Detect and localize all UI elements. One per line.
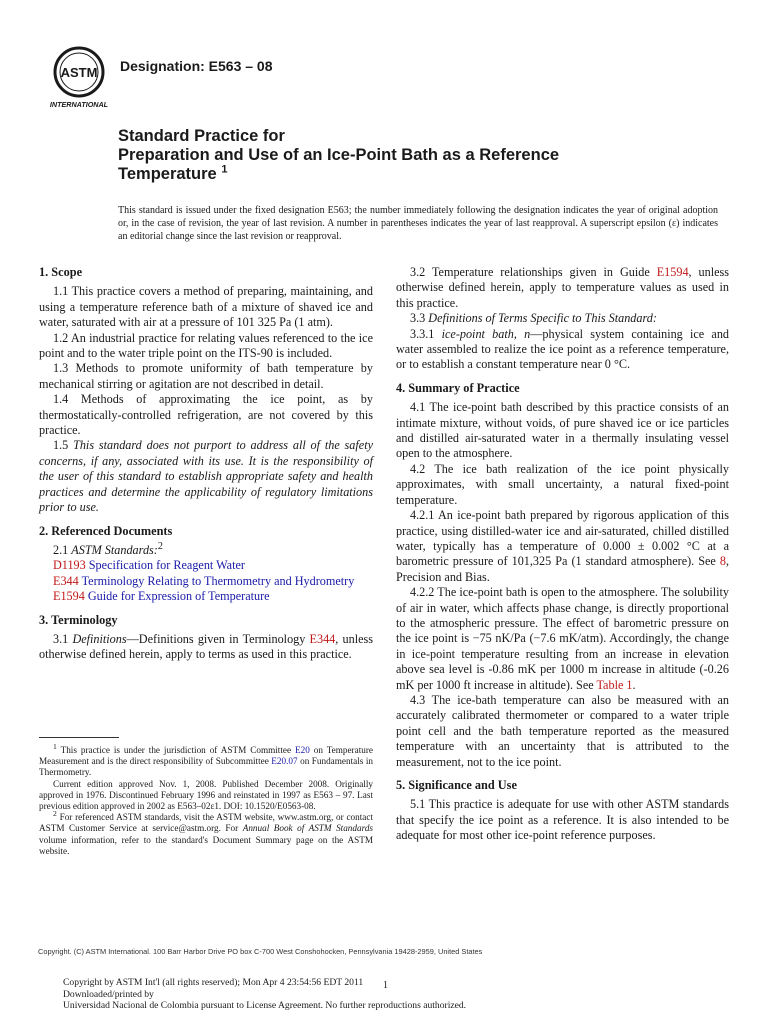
para-4-2-2: [396, 585, 729, 693]
para-3-1-label: Definitions: [72, 631, 127, 646]
footnote-1-c: on Fundamentals in Thermometry.: [39, 756, 373, 778]
download-line-1: Copyright by ASTM Int'l (all rights reserved); Mon Apr 4 23:54:56 EDT 2011: [63, 977, 364, 988]
para-2-1-num: 2.1: [53, 542, 69, 557]
footnote-1-a: This practice is under the jurisdiction of ASTM Committee: [60, 745, 295, 755]
standard-notice: This standard is issued under the fixed designation E563; the number immediately following the designation indicates the year of original adoption or, in the case of revision, the year of last revision. A number in parentheses indicates the year of last reapproval. A superscript epsilon (ε) indicates an editorial change since the last revision or reapproval.: [118, 205, 718, 242]
para-1-2: 1.2 An industrial practice for relating values referenced to the ice point and to the water triple point on the ITS-90 is included.: [39, 330, 373, 361]
para-1-4: 1.4 Methods of approximating the ice point, as by thermostatically-controlled refrigeration, are not covered by this practice.: [39, 392, 373, 438]
para-4-2: 4.2 The ice bath realization of the ice point physically approximates, with small uncertainty, a natural fixed-point temperature.: [396, 461, 729, 507]
summary-heading: 4. Summary of Practice: [396, 380, 520, 395]
footnote-1-mark: 1: [53, 741, 57, 751]
e344-link[interactable]: E344: [309, 631, 336, 646]
ref-code-link[interactable]: D1193: [53, 558, 86, 573]
page-number: 1: [383, 980, 388, 991]
para-3-3-1-def: —physical system containing ice and water assembled to realize the ice point as a reference temperature, or to establish a constant temperature near 0 °C.: [396, 326, 730, 372]
ref-title-link[interactable]: Guide for Expression of Temperature: [87, 589, 270, 604]
title-line-3-text: Temperature: [118, 165, 217, 183]
copyright-line: Copyright. (C) ASTM International. 100 Barr Harbor Drive PO box C-700 West Conshohocken, Pennsylvania 19428-2959, United States: [38, 947, 483, 956]
right-column: [396, 265, 729, 844]
footnote-2-a: For referenced ASTM standards, visit the ASTM website, www.astm.org, or contact ASTM Customer Service at service@astm.org. For: [39, 812, 373, 834]
section-8-link[interactable]: 8: [719, 554, 726, 569]
logo-text: ASTM: [60, 65, 98, 80]
left-column: [39, 265, 373, 663]
para-4-2-1-b: , Precision and Bias.: [396, 554, 729, 584]
para-1-5-num: 1.5: [53, 438, 69, 453]
para-3-3-1-num: 3.3.1: [410, 326, 435, 341]
significance-heading: 5. Significance and Use: [396, 778, 517, 792]
para-3-3-1-term: ice-point bath, n: [441, 326, 531, 341]
footnote-1-approval: Current edition approved Nov. 1, 2008. Published December 2008. Originally approved in 1976. Discontinued February 1996 and reinstated in 1997 as E563 – 97. Last previous edition approved in 2002 as E563–02ε1. DOI: 10.1520/E0563-08.: [39, 778, 373, 812]
ref-item: [39, 558, 373, 573]
logo-subtext: INTERNATIONAL: [49, 100, 109, 109]
scope-heading: 1. Scope: [39, 265, 83, 279]
ref-item: [39, 589, 373, 604]
title-line-1: Standard Practice for: [118, 127, 285, 145]
para-4-2-2-a: 4.2.2 The ice-point bath is open to the atmosphere. The solubility of air in water, which affects phase change, is directly proportional to the atmospheric pressure. The effect of barometric pressure on the ice point is −75 nK/Pa (−7.6 mK/atm). Accordingly, the change in ice-point temperature resulting from an increase in elevation above sea level is -0.86 mK per 1000 m increase in altitude (-0.26 mK per 1000 ft increase in altitude). See: [396, 585, 729, 692]
para-1-3: 1.3 Methods to promote uniformity of bath temperature by mechanical stirring or agitation are not described in detail.: [39, 361, 373, 391]
designation: Designation: E563 – 08: [120, 58, 273, 74]
para-4-2-1: [396, 508, 729, 585]
e20-07-link[interactable]: E20.07: [271, 756, 298, 767]
download-line-3: Universidad Nacional de Colombia pursuant to License Agreement. No further reproductions authorized.: [63, 1000, 467, 1011]
para-2-1-label: ASTM Standards:: [71, 542, 158, 557]
footnote-2: [39, 809, 373, 857]
para-1-5: [39, 438, 373, 515]
footnote-1: [39, 741, 373, 779]
para-1-5-text: This standard does not purport to address all of the safety concerns, if any, associated with its use. It is the responsibility of the user of this standard to establish appropriate safety and health practices and determine the applicability of regulatory limitations prior to use.: [39, 438, 373, 515]
para-3-2-b: , unless otherwise defined herein, apply to temperature values as used in this practice.: [396, 265, 730, 310]
table-1-link[interactable]: Table 1: [596, 677, 633, 692]
title-footnote-mark: 1: [221, 163, 228, 176]
para-5-1: 5.1 This practice is adequate for use with other ASTM standards that specify the ice point as a reference. It is also intended to be adequate for most other ice-point reference purposes.: [396, 797, 729, 843]
footnote-ref-2: 2: [157, 540, 163, 552]
ref-code-link[interactable]: E1594: [53, 589, 85, 604]
refdocs-heading: 2. Referenced Documents: [39, 523, 173, 538]
footnotes: [39, 741, 373, 857]
para-3-2: [396, 265, 729, 311]
para-3-1-num: 3.1: [53, 631, 69, 646]
para-4-2-1-a: 4.2.1 An ice-point bath prepared by rigorous application of this practice, using distilled-water ice and air-saturated, chilled distilled water, typically has a temperature of 0.000 ± 0.002 °C at a barometric pressure of 101,325 Pa (1 standard atmosphere). See: [396, 508, 729, 569]
para-4-2-2-b: .: [632, 677, 636, 692]
ref-title-link[interactable]: Specification for Reagent Water: [88, 558, 245, 573]
para-4-3: 4.3 The ice-bath temperature can also be measured with an accurately calibrated thermometer or compared to a water triple point cell and the bath temperature reported as the measured temperature with an uncertainty that is attributed to the measurement, not to the ice point.: [396, 692, 729, 769]
footnote-1-b: on Temperature Measurement and is the direct responsibility of Subcommittee: [39, 745, 373, 767]
para-4-1: 4.1 The ice-point bath described by this practice consists of an intimate mixture, without voids, of pure shaved ice or ice particles and distilled air-saturated water in a thermally insulating vessel open to the atmosphere.: [396, 400, 729, 461]
download-line-2: Downloaded/printed by: [63, 988, 154, 1000]
footnote-2-b: volume information, refer to the standard's Document Summary page on the ASTM website.: [39, 834, 373, 856]
ref-item: [39, 574, 373, 589]
footnote-2-mark: 2: [53, 809, 57, 819]
document-title: [118, 127, 718, 184]
para-3-2-a: 3.2 Temperature relationships given in Guide: [410, 265, 657, 279]
para-3-3: [396, 311, 729, 326]
astm-logo: [46, 44, 112, 110]
para-1-1: 1.1 This practice covers a method of preparing, maintaining, and using a temperature reference bath of a mixture of shaved ice and water, saturated with air at a pressure of 101 325 Pa (1 atm).: [39, 284, 373, 330]
para-3-3-label: Definitions of Terms Specific to This Standard:: [428, 311, 657, 326]
terminology-heading: 3. Terminology: [39, 612, 118, 627]
para-3-1: [39, 632, 373, 663]
e1594-link[interactable]: E1594: [656, 265, 689, 279]
footnote-divider: [39, 737, 119, 738]
para-3-3-num: 3.3: [410, 311, 426, 326]
title-line-2: Preparation and Use of an Ice-Point Bath as a Reference: [118, 146, 560, 164]
title-line-3: [118, 165, 718, 184]
e20-link[interactable]: E20: [295, 745, 310, 755]
ref-code-link[interactable]: E344: [53, 573, 79, 588]
footnote-2-italic: Annual Book of ASTM Standards: [242, 823, 373, 834]
para-3-3-1: [396, 327, 729, 373]
para-2-1: [39, 540, 373, 558]
para-3-1-text-a: —Definitions given in Terminology: [126, 631, 310, 646]
ref-title-link[interactable]: Terminology Relating to Thermometry and Hydrometry: [81, 573, 355, 588]
download-notice: [63, 977, 523, 1012]
para-3-1-text-b: , unless otherwise defined herein, apply to terms as used in this practice.: [39, 631, 373, 662]
